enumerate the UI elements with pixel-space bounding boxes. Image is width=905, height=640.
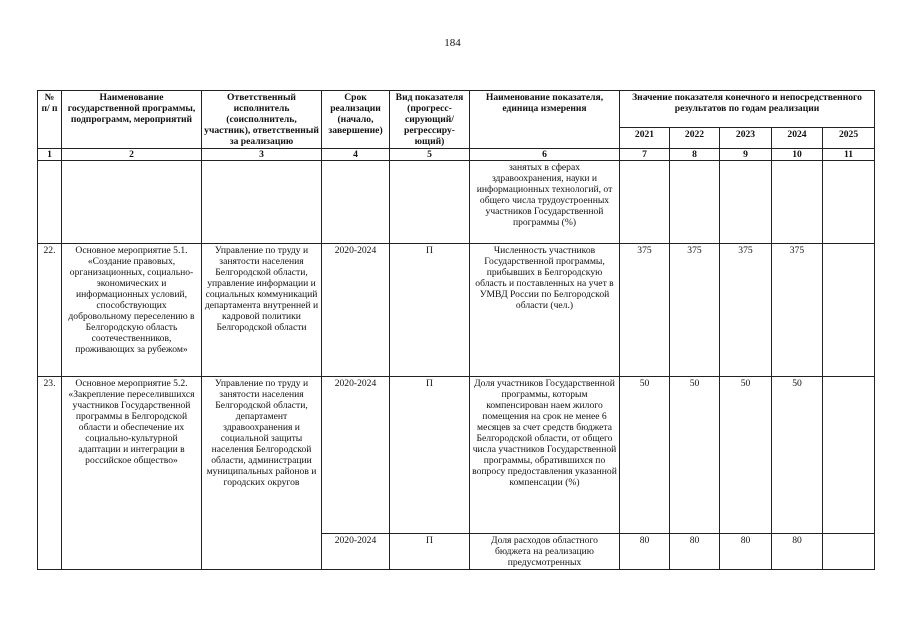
header-row bbox=[38, 91, 875, 128]
value-2022: 50 bbox=[670, 377, 720, 534]
period-cell: 2020-2024 bbox=[322, 244, 390, 377]
period-cell: 2020-2024 bbox=[322, 534, 390, 570]
indicator-type-cell: П bbox=[390, 377, 470, 534]
header-year: 2021 bbox=[620, 128, 670, 149]
table-row-continuation bbox=[38, 161, 875, 244]
activity-name: Основное мероприятие 5.1. «Создание правовых, организационных, социально-экономических и информационных условий, способствующих добровольному переселению в Белгородскую область соотечественников, проживающих за рубежом» bbox=[62, 244, 202, 377]
activity-name: Основное мероприятие 5.2. «Закрепление переселившихся участников Государственной программы в Белгородской области и обеспечение их социально-культурной адаптации и интеграции в российское общество» bbox=[62, 377, 202, 570]
value-2024: 375 bbox=[772, 244, 823, 377]
value-2025 bbox=[823, 377, 875, 534]
column-number: 5 bbox=[390, 149, 470, 161]
header-executor: Ответственный исполнитель (соисполнитель, участник), ответственный за реализацию bbox=[202, 91, 322, 149]
value-2025 bbox=[823, 244, 875, 377]
value-2023: 50 bbox=[720, 377, 772, 534]
column-number: 8 bbox=[670, 149, 720, 161]
header-year: 2025 bbox=[823, 128, 875, 149]
column-number: 4 bbox=[322, 149, 390, 161]
executor-cell: Управление по труду и занятости населения Белгородской области, департамент здравоохранения и социальной защиты населения Белгородской области, администрации муниципальных районов и городских округов bbox=[202, 377, 322, 570]
value-2023: 375 bbox=[720, 244, 772, 377]
column-number: 1 bbox=[38, 149, 62, 161]
table-row bbox=[38, 244, 875, 377]
header-indicator-name: Наименование показателя, единица измерения bbox=[470, 91, 620, 149]
column-number: 3 bbox=[202, 149, 322, 161]
value-2022: 80 bbox=[670, 534, 720, 570]
header-program-name: Наименование государственной программы, подпрограмм, мероприятий bbox=[62, 91, 202, 149]
header-values-group: Значение показателя конечного и непосредственного результатов по годам реализации bbox=[620, 91, 875, 128]
value-2024: 50 bbox=[772, 377, 823, 534]
column-number: 7 bbox=[620, 149, 670, 161]
column-number-row bbox=[38, 149, 875, 161]
period-cell: 2020-2024 bbox=[322, 377, 390, 534]
value-2021: 50 bbox=[620, 377, 670, 534]
header-num: № п/ п bbox=[38, 91, 62, 149]
column-number: 6 bbox=[470, 149, 620, 161]
page-number: 184 bbox=[444, 37, 461, 49]
table-row bbox=[38, 377, 875, 534]
row-number: 22. bbox=[38, 244, 62, 377]
indicator-type-cell: П bbox=[390, 244, 470, 377]
row-number: 23. bbox=[38, 377, 62, 570]
indicator-cell: Численность участников Государственной программы, прибывших в Белгородскую область и поставленных на учет в УМВД России по Белгородской области (чел.) bbox=[470, 244, 620, 377]
header-period: Срок реализации (начало, завершение) bbox=[322, 91, 390, 149]
value-2022: 375 bbox=[670, 244, 720, 377]
executor-cell: Управление по труду и занятости населения Белгородской области, управление информации и социальных коммуникаций департамента внутренней и кадровой политики Белгородской области bbox=[202, 244, 322, 377]
value-2021: 375 bbox=[620, 244, 670, 377]
indicator-cell: занятых в сферах здравоохранения, науки и информационных технологий, от общего числа трудоустроенных участников Государственной программы (%) bbox=[470, 161, 620, 244]
column-number: 9 bbox=[720, 149, 772, 161]
header-indicator-type: Вид показателя (прогресс-сирующий/ регрессиру-ющий) bbox=[390, 91, 470, 149]
indicator-cell: Доля участников Государственной программы, которым компенсирован наем жилого помещения на срок не менее 6 месяцев за счет средств бюджета Белгородской области, от общего числа участников Государственной программы, обратившихся по вопросу предоставления указанной компенсации (%) bbox=[470, 377, 620, 534]
header-year: 2023 bbox=[720, 128, 772, 149]
value-2024: 80 bbox=[772, 534, 823, 570]
indicator-cell: Доля расходов областного бюджета на реализацию предусмотренных bbox=[470, 534, 620, 570]
header-year: 2022 bbox=[670, 128, 720, 149]
column-number: 10 bbox=[772, 149, 823, 161]
header-year: 2024 bbox=[772, 128, 823, 149]
column-number: 2 bbox=[62, 149, 202, 161]
column-number: 11 bbox=[823, 149, 875, 161]
value-2023: 80 bbox=[720, 534, 772, 570]
indicator-type-cell: П bbox=[390, 534, 470, 570]
indicator-table bbox=[37, 90, 875, 570]
value-2025 bbox=[823, 534, 875, 570]
value-2021: 80 bbox=[620, 534, 670, 570]
